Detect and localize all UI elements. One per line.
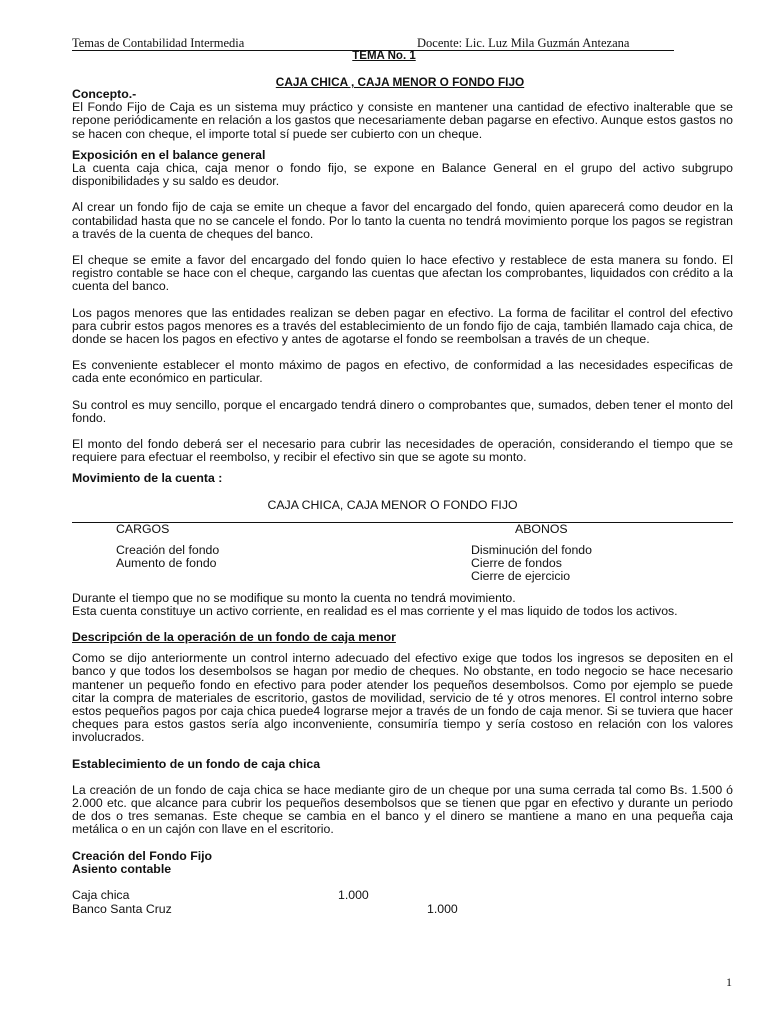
tema-label: TEMA No. 1 xyxy=(352,50,416,62)
document-title: CAJA CHICA , CAJA MENOR O FONDO FIJO xyxy=(275,75,525,89)
header-teacher: Docente: Lic. Luz Mila Guzmán Antezana xyxy=(417,36,630,50)
abono-item: Cierre de fondos xyxy=(471,556,562,571)
t-account-row xyxy=(72,570,733,583)
entry-account: Caja chica xyxy=(72,888,130,903)
journal-entry-row xyxy=(72,889,733,903)
paragraph: La cuenta caja chica, caja menor o fondo fijo, se expone en Balance General en el grupo del activo subgrupo disponibilidades y su saldo es deudor. xyxy=(72,161,733,189)
cargos-label: CARGOS xyxy=(116,521,170,536)
page-number: 1 xyxy=(726,975,732,989)
paragraph: El cheque se emite a favor del encargado del fondo quien lo hace efectivo y restablece de esta manera su fondo. El registro contable se hace con el cheque, cargando las cuentas que afectan los comprobantes, liquidados con crédito a la cuenta del banco. xyxy=(72,253,733,294)
concepto-text: El Fondo Fijo de Caja es un sistema muy práctico y consiste en mantener una cantidad de efectivo inalterable que se repone periódicamente en relación a los gastos que necesariamente deban pagarse en efectivo. Aunque estos gastos no se hacen con cheque, el importe total sí puede ser cubierto con un cheque. xyxy=(72,100,733,141)
movimiento-heading: Movimiento de la cuenta : xyxy=(72,471,223,486)
abonos-label: ABONOS xyxy=(515,521,568,536)
descripcion-text: Como se dijo anteriormente un control interno adecuado del efectivo exige que todos los ingresos se depositen en el banco y que todos los desembolsos se hagan por medio de cheques. No obstante, en todo negocio se hace necesario mantener un pequeño fondo en efectivo para poder atender los pequeños desembolsos. Como por ejemplo se puede citar la compra de materiales de escritorio, gastos de movilidad, servicio de té y otros menores. El control interno sobre estos pequeños pagos por caja chica puede4 lograrse mejor a través de un fondo de caja menor. Si se tuviera que hacer cheques para estos gastos sería algo inconveniente, consumiría tiempo y sería costoso en relación con los valores involucrados. xyxy=(72,651,733,745)
paragraph: El monto del fondo deberá ser el necesario para cubrir las necesidades de operación, considerando el tiempo que se requiere para efectuar el reembolso, y recibir el efectivo sin que se agote su monto. xyxy=(72,437,733,465)
cargo-item: Creación del fondo xyxy=(116,543,220,558)
movimiento-note-2: Esta cuenta constituye un activo corriente, en realidad es el mas corriente y el mas liquido de todos los activos. xyxy=(72,603,678,618)
paragraph: Su control es muy sencillo, porque el encargado tendrá dinero o comprobantes que, sumados, deben tener el monto del fondo. xyxy=(72,397,733,425)
paragraph: Los pagos menores que las entidades realizan se deben pagar en efectivo. La forma de facilitar el control del efectivo para cubrir estos pagos menores es a través del establecimiento de un fondo fijo de caja, también llamado caja chica, de donde se hacen los pagos en efectivo y antes de agotarse el fondo se reembolsan a través de un cheque. xyxy=(72,305,733,347)
descripcion-heading: Descripción de la operación de un fondo de caja menor xyxy=(72,630,396,645)
creacion-heading: Creación del Fondo Fijo xyxy=(72,848,213,863)
entry-debit: 1.000 xyxy=(338,888,369,903)
entry-credit: 1.000 xyxy=(427,902,458,917)
journal-entry-row xyxy=(72,903,733,917)
exposicion-heading: Exposición en el balance general xyxy=(72,147,266,162)
cargo-item: Aumento de fondo xyxy=(116,556,217,571)
asiento-heading: Asiento contable xyxy=(72,861,172,876)
abono-item: Cierre de ejercicio xyxy=(471,569,571,584)
t-account-header xyxy=(72,523,733,536)
paragraph: Es conveniente establecer el monto máximo de pagos en efectivo, de conformidad a las necesidades especificas de cada ente económico en particular. xyxy=(72,358,733,386)
header-course: Temas de Contabilidad Intermedia xyxy=(72,36,245,50)
movimiento-note: Durante el tiempo que no se modifique su monto la cuenta no tendrá movimiento. xyxy=(72,590,516,605)
t-account-row xyxy=(72,557,733,570)
establecimiento-heading: Establecimiento de un fondo de caja chica xyxy=(72,756,321,771)
establecimiento-text: La creación de un fondo de caja chica se hace mediante giro de un cheque por una suma cerrada tal como Bs. 1.500 ó 2.000 etc. que alcance para cubrir los pequeños desembolsos que se tienen que pgar en efectivo y durante un periodo de dos o tres semanas. Este cheque se cambia en el banco y el dinero se mantiene a mano en una pequeña caja metálica o en un cajón con llave en el escritorio. xyxy=(72,782,733,837)
concepto-heading: Concepto.- xyxy=(72,87,137,101)
paragraph: Al crear un fondo fijo de caja se emite un cheque a favor del encargado del fondo, quien aparecerá como deudor en la contabilidad hasta que no se cancele el fondo. Por lo tanto la cuenta no tendrá movimiento porque los pagos se registran a través de la cuenta de cheques del banco. xyxy=(72,200,733,241)
account-title: CAJA CHICA, CAJA MENOR O FONDO FIJO xyxy=(267,497,518,512)
entry-account: Banco Santa Cruz xyxy=(72,902,172,917)
document-body xyxy=(72,88,733,917)
abono-item: Disminución del fondo xyxy=(471,543,592,558)
